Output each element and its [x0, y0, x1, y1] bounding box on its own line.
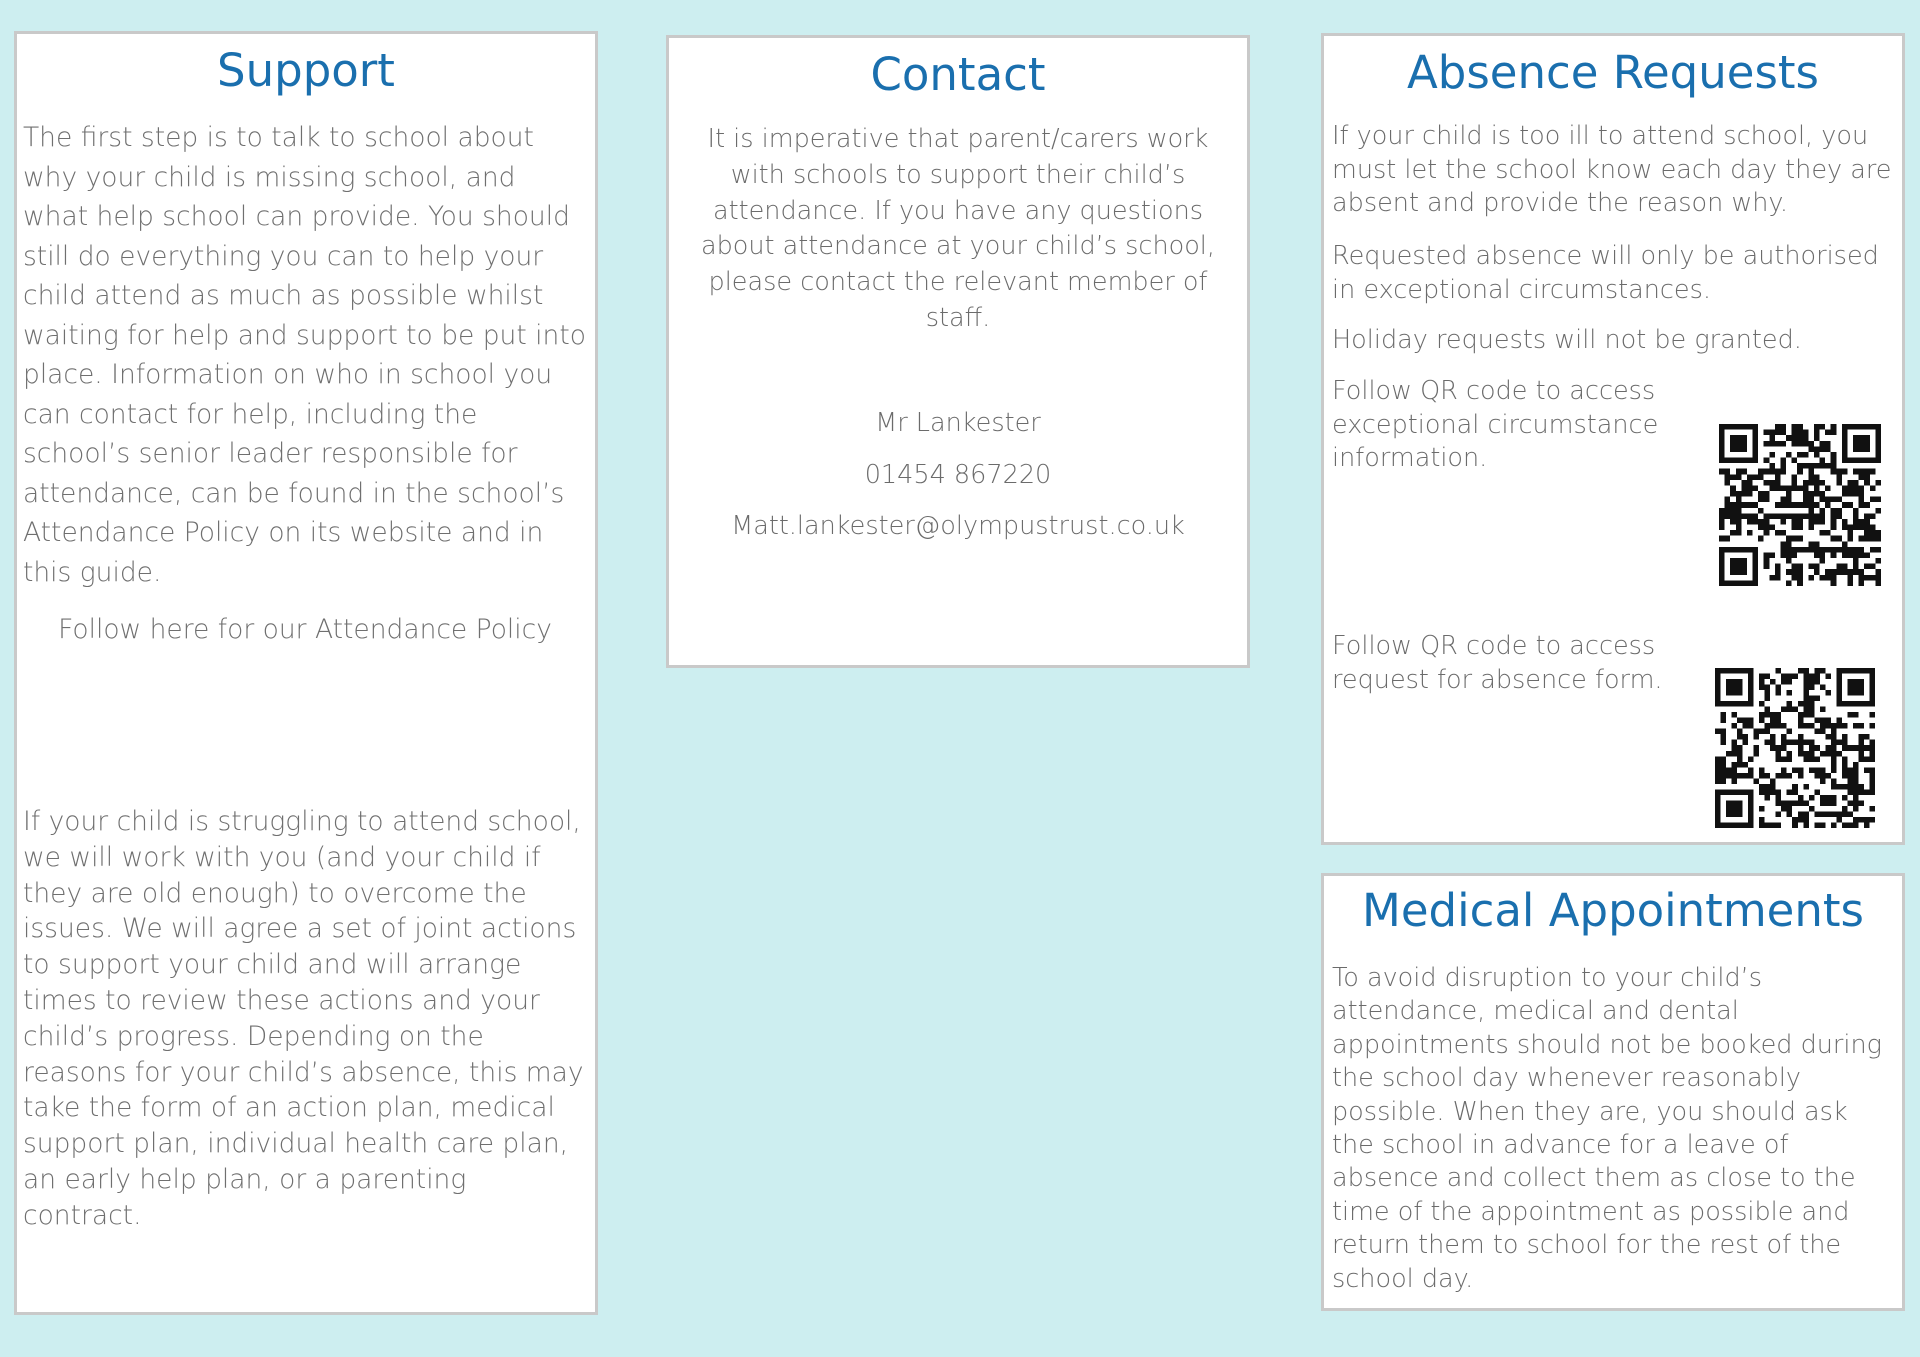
attendance-policy-link[interactable]: Follow here for our Attendance Policy: [58, 614, 552, 645]
medical-heading: Medical Appointments: [1362, 884, 1864, 937]
qr-exceptional-text: Follow QR code to access exceptional circumstance information.: [1332, 376, 1659, 473]
medical-appointments-panel: [1321, 873, 1905, 1311]
support-paragraph-1: The first step is to talk to school about why your child is missing school, and what help school can provide. You should still do everything you can to help your child attend as much as possible whilst waiting for help and support to be put into place. Information on who in school you can contact for help, including the school’s senior leader responsible for attendance, can be found in the school’s Attendance Policy on its website and in this guide.: [23, 122, 586, 588]
absence-holiday-text: Holiday requests will not be granted.: [1332, 325, 1802, 355]
medical-text: To avoid disruption to your child’s attendance, medical and dental appointments should not be booked during the school day whenever reasonably possible. When they are, you should ask the school in advance for a leave of absence and collect them as close to the time of the appointment as possible and return them to school for the rest of the school day.: [1332, 963, 1882, 1294]
contact-name: Mr Lankester: [875, 408, 1041, 438]
support-panel: [14, 31, 598, 1315]
contact-intro: It is imperative that parent/carers work with schools to support their child’s attendance. If you have any questions about attendance at your child’s school, please contact the relevant member of staff.: [700, 124, 1215, 333]
qr-code-absence-form-icon[interactable]: [1715, 668, 1875, 828]
absence-heading: Absence Requests: [1407, 46, 1819, 99]
absence-illness-text: If your child is too ill to attend school, you must let the school know each day they are absent and provide the reason why.: [1332, 121, 1892, 218]
support-paragraph-2: If your child is struggling to attend school, we will work with you (and your child if they are old enough) to overcome the issues. We will agree a set of joint actions to support your child and will arrange times to review these actions and your child’s progress. Depending on the reasons for your child’s absence, this may take the form of an action plan, medical support plan, individual health care plan, an early help plan, or a parenting contract.: [23, 806, 584, 1231]
qr-code-exceptional-icon[interactable]: [1719, 424, 1881, 586]
qr-absence-form-text: Follow QR code to access request for absence form.: [1332, 631, 1663, 695]
contact-email[interactable]: Matt.lankester@olympustrust.co.uk: [731, 511, 1185, 541]
absence-authorised-text: Requested absence will only be authorised in exceptional circumstances.: [1332, 241, 1879, 305]
contact-panel: [666, 35, 1250, 668]
support-heading: Support: [217, 44, 395, 97]
contact-heading: Contact: [870, 48, 1046, 101]
contact-phone: 01454 867220: [864, 460, 1052, 490]
absence-requests-panel: [1321, 33, 1905, 845]
